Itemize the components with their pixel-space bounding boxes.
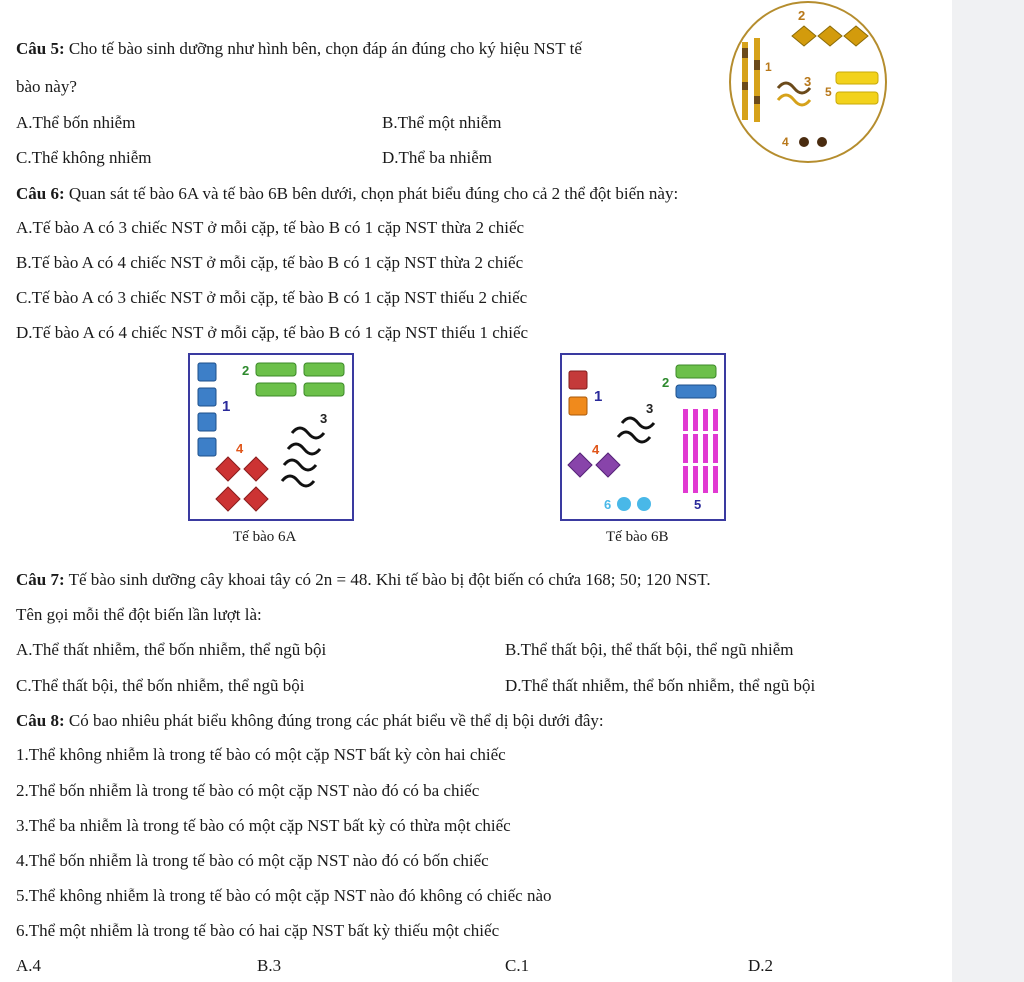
q6-option-a: A.Tế bào A có 3 chiếc NST ở mỗi cặp, tế bào B có 1 cặp NST thừa 2 chiếc <box>16 218 525 237</box>
q8-statement-2: 2.Thể bốn nhiễm là trong tế bào có một cặp NST nào đó có ba chiếc <box>16 781 480 800</box>
cell-6b-num-6: 6 <box>604 497 612 512</box>
q5-label: Câu 5: <box>16 39 65 58</box>
q6-option-b: B.Tế bào A có 4 chiếc NST ở mỗi cặp, tế bào B có 1 cặp NST thừa 2 chiếc <box>16 253 524 272</box>
q5-option-d: D.Thể ba nhiễm <box>382 148 492 167</box>
q8-statement-6: 6.Thể một nhiễm là trong tế bào có hai cặp NST bất kỳ thiếu một chiếc <box>16 921 500 940</box>
q5-text: Cho tế bào sinh dưỡng như hình bên, chọn đáp án đúng cho ký hiệu NST tế <box>68 39 582 58</box>
cell-6b-orange-square <box>569 397 587 415</box>
q7-text: Tế bào sinh dưỡng cây khoai tây có 2n = 48. Khi tế bào bị đột biến có chứa 168; 50; 120 NST. <box>68 570 711 589</box>
cell-6b-blue-bar <box>676 385 716 398</box>
q5-num-2: 2 <box>798 8 806 23</box>
q8-label: Câu 8: <box>16 711 65 730</box>
q8-statement-3: 3.Thể ba nhiễm là trong tế bào có một cặp NST bất kỳ có thừa một chiếc <box>16 816 511 835</box>
q8-statement-1: 1.Thể không nhiễm là trong tế bào có một cặp NST bất kỳ còn hai chiếc <box>16 745 506 764</box>
q5-question-line-1 <box>16 38 582 60</box>
cell-6b-num-5: 5 <box>694 497 702 512</box>
cell-6b-num-3: 3 <box>646 401 654 416</box>
cell-6a-caption: Tế bào 6A <box>233 529 297 545</box>
q5-diamond-chromosomes <box>792 26 868 46</box>
q7-question <box>16 569 711 591</box>
q6-label: Câu 6: <box>16 184 65 203</box>
q5-cell-figure <box>728 0 892 166</box>
cell-6a-num-3: 3 <box>320 411 328 426</box>
q8-option-b: B.3 <box>257 956 282 975</box>
q8-option-a: A.4 <box>16 956 42 975</box>
cell-6b-figure <box>560 353 728 523</box>
cell-6b-num-4: 4 <box>592 442 600 457</box>
q8-question <box>16 710 604 732</box>
cell-6b-num-2: 2 <box>662 375 670 390</box>
cell-6b-red-square <box>569 371 587 389</box>
cell-6b-green-bar <box>676 365 716 378</box>
q8-statement-5: 5.Thể không nhiễm là trong tế bào có một cặp NST nào đó không có chiếc nào <box>16 886 552 905</box>
cell-6a-num-2: 2 <box>242 363 250 378</box>
q8-option-c: C.1 <box>505 956 530 975</box>
q6-question <box>16 183 678 205</box>
q7-option-b: B.Thể thất bội, thể thất bội, thể ngũ nhiễm <box>505 640 794 659</box>
q8-option-d: D.2 <box>748 956 774 975</box>
q5-option-a: A.Thể bốn nhiễm <box>16 113 136 132</box>
cell-6a-num-4: 4 <box>236 441 244 456</box>
q7-label: Câu 7: <box>16 570 65 589</box>
right-side-panel <box>952 0 1024 982</box>
q5-option-b: B.Thể một nhiễm <box>382 113 502 132</box>
q6-option-d: D.Tế bào A có 4 chiếc NST ở mỗi cặp, tế bào B có 1 cặp NST thiếu 1 chiếc <box>16 323 529 342</box>
q7-question-line-2: Tên gọi mỗi thể đột biến lần lượt là: <box>16 605 262 624</box>
q5-num-1: 1 <box>765 60 772 74</box>
q7-option-d: D.Thể thất nhiễm, thể bốn nhiễm, thể ngũ bội <box>505 676 816 695</box>
q7-option-a: A.Thể thất nhiễm, thể bốn nhiễm, thể ngũ bội <box>16 640 327 659</box>
q8-statement-4: 4.Thể bốn nhiễm là trong tế bào có một cặp NST nào đó có bốn chiếc <box>16 851 489 870</box>
q6-text: Quan sát tế bào 6A và tế bào 6B bên dưới, chọn phát biểu đúng cho cả 2 thể đột biến này: <box>68 184 679 203</box>
cell-6a-figure <box>188 353 356 523</box>
cell-6b-dot-1 <box>617 497 631 511</box>
q5-option-c: C.Thể không nhiễm <box>16 148 152 167</box>
q5-num-4: 4 <box>782 135 789 149</box>
q5-num-3: 3 <box>804 74 812 89</box>
q5-num-5: 5 <box>825 85 832 99</box>
q5-question-line-2: bào này? <box>16 77 77 96</box>
cell-6b-dot-2 <box>637 497 651 511</box>
cell-6a-num-1: 1 <box>222 398 231 415</box>
q8-text: Có bao nhiêu phát biểu không đúng trong các phát biểu về thể dị bội dưới đây: <box>68 711 604 730</box>
cell-6b-caption: Tế bào 6B <box>606 529 669 545</box>
cell-6b-num-1: 1 <box>594 388 603 405</box>
q7-option-c: C.Thể thất bội, thể bốn nhiễm, thể ngũ bội <box>16 676 305 695</box>
q6-option-c: C.Tế bào A có 3 chiếc NST ở mỗi cặp, tế bào B có 1 cặp NST thiếu 2 chiếc <box>16 288 528 307</box>
